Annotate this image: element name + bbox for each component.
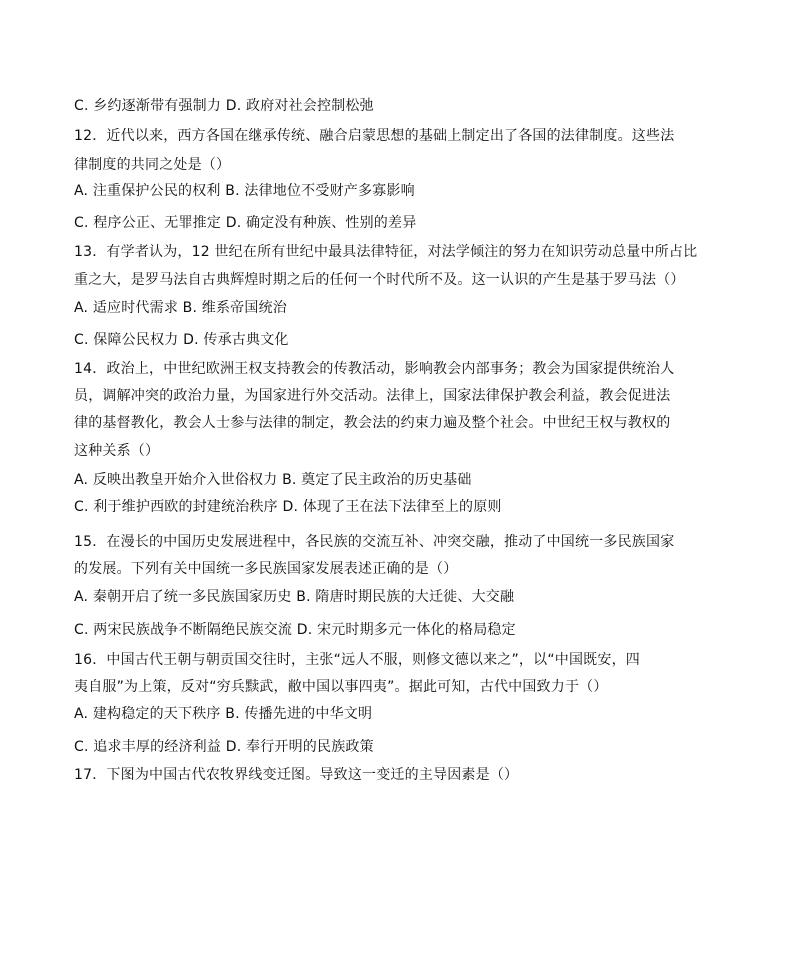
q14-stem-line-3: 律的基督教化，教会人士参与法律的制定，教会法的约束力遍及整个社会。中世纪王权与教权的 (74, 415, 671, 431)
q16-stem-line-1: 16．中国古代王朝与朝贡国交往时，主张“远人不服，则修文德以来之”，以“中国既安，四 (74, 652, 640, 668)
q15-stem-line-1: 15．在漫长的中国历史发展进程中，各民族的交流互补、冲突交融，推动了中国统一多民族国家 (74, 534, 675, 550)
q15-stem-line-2: 的发展。下列有关中国统一多民族国家发展表述正确的是（） (74, 561, 458, 577)
q14-options-cd: C. 利于维护西欧的封建统治秩序 D. 体现了王在法下法律至上的原则 (74, 499, 502, 515)
q12-stem-line-2: 律制度的共同之处是（） (74, 157, 231, 173)
q17-stem: 17．下图为中国古代农牧界线变迁图。导致这一变迁的主导因素是（） (74, 767, 519, 783)
q12-stem-line-1: 12．近代以来，西方各国在继承传统、融合启蒙思想的基础上制定出了各国的法律制度。这些法 (74, 128, 675, 144)
q16-options-ab: A. 建构稳定的天下秩序 B. 传播先进的中华文明 (74, 706, 373, 722)
q14-stem-line-1: 14．政治上，中世纪欧洲王权支持教会的传教活动，影响教会内部事务；教会为国家提供统治人 (74, 361, 675, 377)
q16-stem-line-2: 夷自服”为上策，反对“穷兵黩武，敝中国以事四夷”。据此可知，古代中国致力于（） (74, 679, 608, 695)
q14-stem-line-4: 这种关系（） (74, 443, 160, 459)
q13-stem-line-2: 重之大，是罗马法自古典辉煌时期之后的任何一个时代所不及。这一认识的产生是基于罗马法（） (74, 272, 685, 288)
q14-options-ab: A. 反映出教皇开始介入世俗权力 B. 奠定了民主政治的历史基础 (74, 472, 472, 488)
q13-stem-line-1: 13．有学者认为，12 世纪在所有世纪中最具法律特征，对法学倾注的努力在知识劳动总量中所占比 (74, 244, 698, 260)
q14-stem-line-2: 员，调解冲突的政治力量，为国家进行外交活动。法律上，国家法律保护教会利益，教会促进法 (74, 388, 671, 404)
q13-options-ab: A. 适应时代需求 B. 维系帝国统治 (74, 300, 287, 316)
q12-options-cd: C. 程序公正、无罪推定 D. 确定没有种族、性别的差异 (74, 215, 417, 231)
q12-options-ab: A. 注重保护公民的权利 B. 法律地位不受财产多寡影响 (74, 183, 415, 199)
q13-options-cd: C. 保障公民权力 D. 传承古典文化 (74, 332, 289, 348)
q15-options-cd: C. 两宋民族战争不断隔绝民族交流 D. 宋元时期多元一体化的格局稳定 (74, 622, 516, 638)
q11-options-cd: C. 乡约逐渐带有强制力 D. 政府对社会控制松弛 (74, 98, 374, 114)
q16-options-cd: C. 追求丰厚的经济利益 D. 奉行开明的民族政策 (74, 739, 374, 755)
q15-options-ab: A. 秦朝开启了统一多民族国家历史 B. 隋唐时期民族的大迁徙、大交融 (74, 589, 515, 605)
